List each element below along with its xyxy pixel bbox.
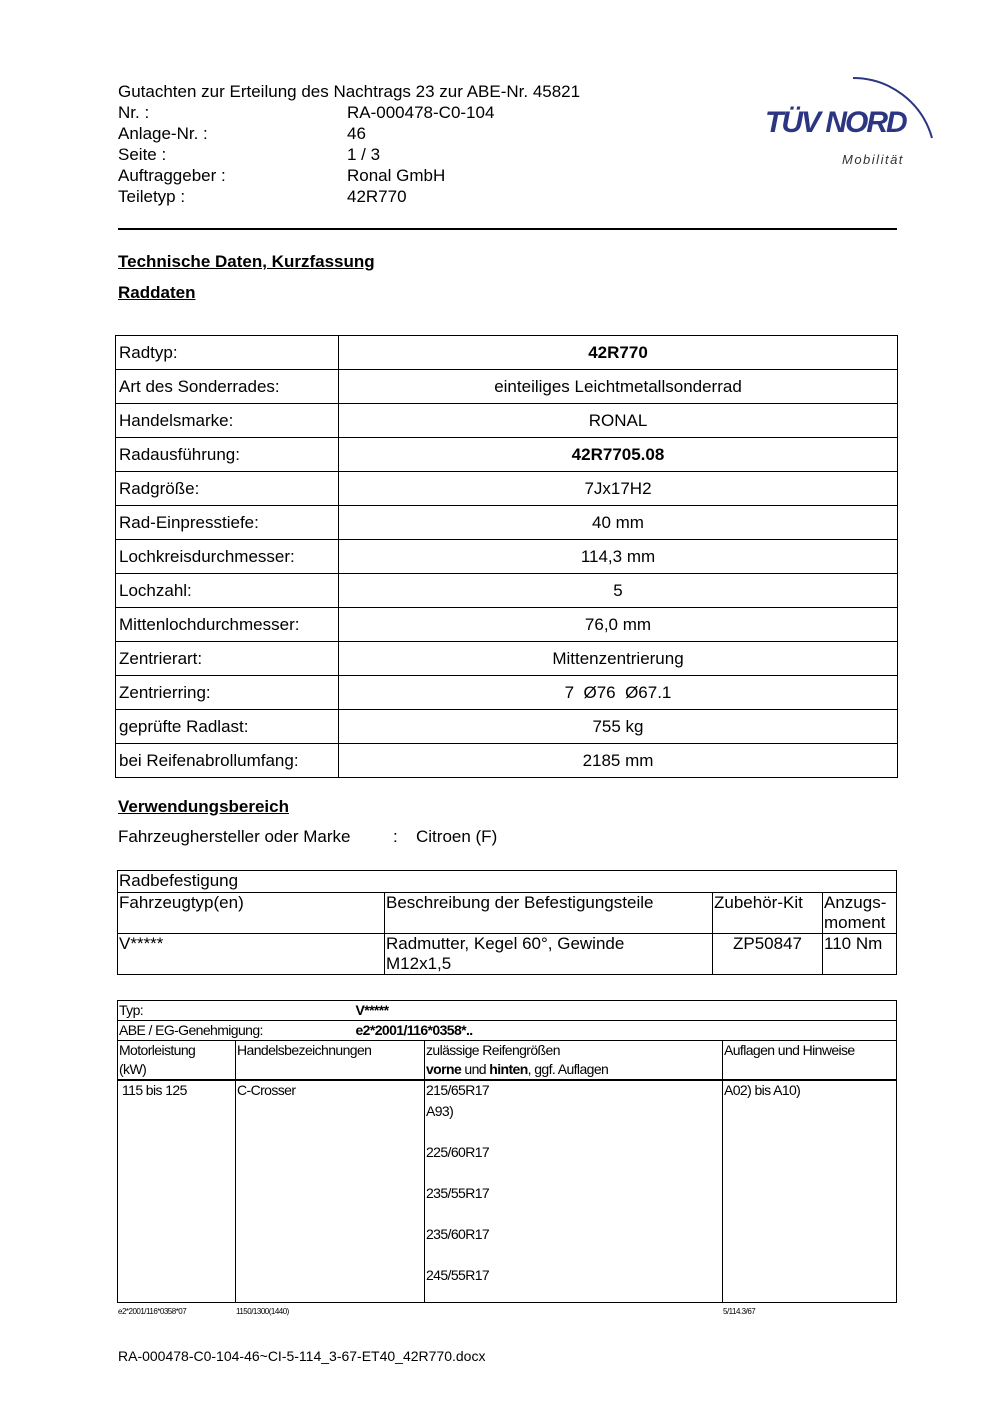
table-row: Rad-Einpresstiefe: 40 mm: [116, 506, 898, 540]
table-row: 115 bis 125 C-Crosser 215/65R17 A93) 225/60R17 235/55R17 235/60R17 245/55R17 A02) bis A10): [118, 1080, 897, 1303]
verwendung-title: Verwendungsbereich: [118, 797, 289, 816]
logo-wordmark: TÜV NORD: [765, 106, 906, 139]
manufacturer-value: Citroen (F): [416, 827, 498, 846]
table-row: Zentrierring: 7 Ø76 Ø67.1: [116, 676, 898, 710]
tire-size: 225/60R17: [426, 1143, 490, 1160]
tuv-nord-logo: [765, 58, 940, 173]
table-header-row: Fahrzeugtyp(en) Beschreibung der Befestigungsteile Zubehör-Kit Anzugs- moment: [118, 893, 897, 934]
document-title: Gutachten zur Erteilung des Nachtrags 23 zur ABE-Nr. 45821: [118, 82, 581, 101]
header-field: Nr. : RA-000478-C0-104: [118, 103, 495, 122]
tire-size: 245/55R17: [426, 1266, 490, 1283]
table-row: ABE / EG-Genehmigung: e2*2001/116*0358*..: [118, 1021, 897, 1041]
table-row: Radgröße: 7Jx17H2: [116, 472, 898, 506]
header-field: Anlage-Nr. : 46: [118, 124, 366, 143]
logo-subtitle: Mobilität: [842, 152, 904, 167]
table-row: Radausführung: 42R7705.08: [116, 438, 898, 472]
table-row: Lochzahl: 5: [116, 574, 898, 608]
header-field: Seite : 1 / 3: [118, 145, 381, 164]
raddaten-title: Raddaten: [118, 283, 196, 302]
table-row: V***** Radmutter, Kegel 60°, Gewinde M12x1,5 ZP50847 110 Nm: [118, 934, 897, 975]
table-row: Radtyp: 42R770: [116, 336, 898, 370]
approval-note: e2*2001/116*0358*07: [118, 1307, 187, 1316]
manufacturer-line: [118, 827, 498, 847]
bolt-pattern-note: 5/114.3/67: [723, 1307, 756, 1316]
header-field: Auftraggeber : Ronal GmbH: [118, 166, 446, 185]
table-row: Radbefestigung: [118, 871, 897, 893]
table-row: Mittenlochdurchmesser: 76,0 mm: [116, 608, 898, 642]
table-row: geprüfte Radlast: 755 kg: [116, 710, 898, 744]
table-row: Lochkreisdurchmesser: 114,3 mm: [116, 540, 898, 574]
manufacturer-sep: :: [393, 827, 398, 846]
header-divider: [118, 228, 897, 230]
section-title: Technische Daten, Kurzfassung: [118, 252, 375, 271]
table-header-row: Motorleistung (kW) Handelsbezeichnungen zulässige Reifengrößen vorne und hinten, ggf. Auflagen Auflagen und Hinweise: [118, 1041, 897, 1081]
tire-note: A93): [426, 1102, 454, 1119]
tire-size: 215/65R17: [426, 1082, 490, 1098]
load-note: 1150/1300(1440): [236, 1307, 289, 1316]
document-header: [118, 81, 580, 207]
table-row: Art des Sonderrades: einteiliges Leichtmetallsonderrad: [116, 370, 898, 404]
table-row: Typ: V*****: [118, 1001, 897, 1021]
footer-filename: RA-000478-C0-104-46~CI-5-114_3-67-ET40_42R770.docx: [118, 1348, 486, 1364]
raddaten-table: [115, 335, 898, 778]
table-row: Zentrierart: Mittenzentrierung: [116, 642, 898, 676]
header-field: Teiletyp : 42R770: [118, 187, 407, 206]
befestigung-table: [117, 870, 897, 975]
table-row: bei Reifenabrollumfang: 2185 mm: [116, 744, 898, 778]
manufacturer-label: Fahrzeughersteller oder Marke: [118, 827, 351, 846]
tire-size: 235/60R17: [426, 1225, 490, 1242]
table-row: Handelsmarke: RONAL: [116, 404, 898, 438]
tire-size: 235/55R17: [426, 1184, 490, 1201]
typ-table: [117, 1000, 897, 1303]
